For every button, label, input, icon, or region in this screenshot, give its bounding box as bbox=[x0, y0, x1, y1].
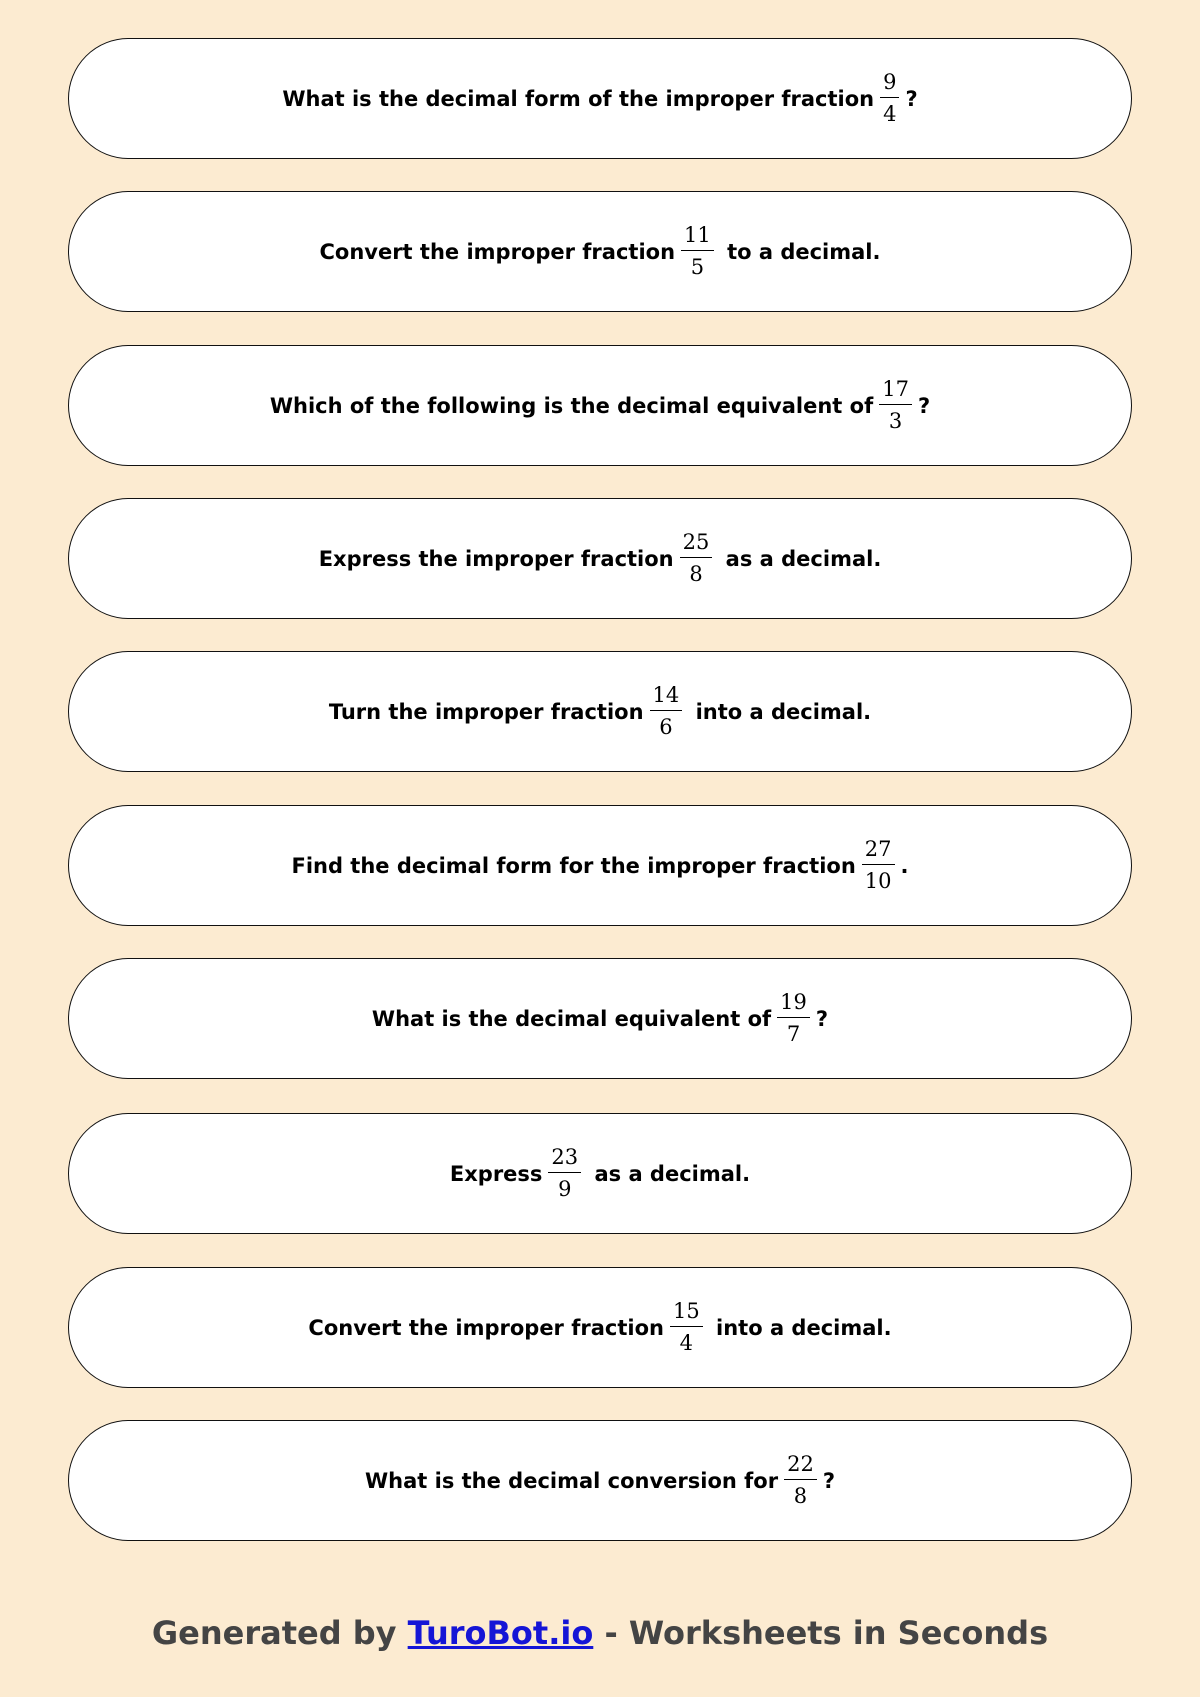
question-card bbox=[68, 498, 1132, 619]
fraction-denominator: 8 bbox=[793, 1484, 808, 1508]
fraction bbox=[681, 225, 714, 278]
fraction bbox=[680, 532, 713, 585]
fraction-numerator: 17 bbox=[879, 379, 912, 405]
fraction-denominator: 5 bbox=[690, 255, 705, 279]
fraction-denominator: 8 bbox=[689, 562, 703, 586]
fraction-numerator: 9 bbox=[880, 72, 899, 98]
question-text-before: What is the decimal conversion for bbox=[364, 1468, 779, 1493]
question-text bbox=[308, 1301, 891, 1354]
question-text-after: ? bbox=[815, 1006, 829, 1031]
question-text bbox=[282, 72, 917, 125]
fraction bbox=[548, 1147, 581, 1200]
fraction bbox=[650, 685, 683, 738]
fraction-numerator: 22 bbox=[784, 1454, 817, 1480]
question-card bbox=[68, 345, 1132, 466]
fraction-numerator: 19 bbox=[777, 992, 810, 1018]
question-text-after: as a decimal. bbox=[718, 546, 882, 571]
question-text bbox=[291, 839, 908, 892]
question-text-after: into a decimal. bbox=[688, 699, 872, 724]
fraction-numerator: 25 bbox=[680, 532, 713, 558]
question-text-after: ? bbox=[917, 393, 931, 418]
question-text bbox=[319, 532, 882, 585]
footer bbox=[0, 1614, 1200, 1652]
question-text-before: Convert the improper fraction bbox=[319, 239, 676, 264]
fraction bbox=[880, 72, 899, 125]
question-card bbox=[68, 38, 1132, 159]
question-text bbox=[365, 1454, 835, 1507]
fraction-denominator: 6 bbox=[659, 715, 673, 739]
question-card bbox=[68, 805, 1132, 926]
fraction bbox=[879, 379, 912, 432]
fraction-denominator: 9 bbox=[558, 1177, 572, 1201]
question-text-after: . bbox=[900, 853, 909, 878]
fraction-denominator: 7 bbox=[786, 1022, 801, 1046]
question-text-after: to a decimal. bbox=[719, 239, 881, 264]
question-card bbox=[68, 1420, 1132, 1541]
question-text bbox=[372, 992, 828, 1045]
fraction-numerator: 15 bbox=[670, 1301, 703, 1327]
question-card bbox=[68, 1113, 1132, 1234]
question-card bbox=[68, 1267, 1132, 1388]
fraction bbox=[670, 1301, 703, 1354]
fraction-denominator: 3 bbox=[888, 409, 903, 433]
question-text bbox=[319, 225, 880, 278]
question-text-after: ? bbox=[905, 86, 918, 111]
fraction-numerator: 11 bbox=[681, 225, 714, 251]
question-text-before: What is the decimal form of the improper fraction bbox=[282, 86, 875, 111]
fraction bbox=[784, 1454, 817, 1507]
question-text-before: Which of the following is the decimal equivalent of bbox=[269, 393, 874, 418]
question-text-before: What is the decimal equivalent of bbox=[371, 1006, 772, 1031]
question-text-after: into a decimal. bbox=[708, 1315, 892, 1340]
fraction-numerator: 23 bbox=[548, 1147, 581, 1173]
fraction-denominator: 10 bbox=[864, 869, 892, 893]
fraction bbox=[777, 992, 810, 1045]
question-card bbox=[68, 651, 1132, 772]
turobot-link[interactable]: TuroBot.io bbox=[407, 1614, 594, 1652]
fraction bbox=[862, 839, 895, 892]
question-text-before: Find the decimal form for the improper fraction bbox=[291, 853, 856, 878]
footer-suffix: - Worksheets in Seconds bbox=[593, 1614, 1049, 1652]
question-text-before: Convert the improper fraction bbox=[308, 1315, 664, 1340]
fraction-numerator: 27 bbox=[862, 839, 895, 865]
question-card bbox=[68, 958, 1132, 1079]
fraction-denominator: 4 bbox=[679, 1331, 694, 1355]
question-text bbox=[329, 685, 871, 738]
question-text-before: Turn the improper fraction bbox=[328, 699, 644, 724]
footer-prefix: Generated by bbox=[151, 1614, 408, 1652]
fraction-denominator: 4 bbox=[883, 102, 897, 126]
question-text-before: Express the improper fraction bbox=[318, 546, 674, 571]
question-card bbox=[68, 191, 1132, 312]
question-text-after: as a decimal. bbox=[587, 1161, 751, 1186]
question-text-after: ? bbox=[822, 1468, 835, 1493]
fraction-numerator: 14 bbox=[650, 685, 683, 711]
question-text bbox=[270, 379, 930, 432]
question-text bbox=[450, 1147, 750, 1200]
question-text-before: Express bbox=[449, 1161, 543, 1186]
